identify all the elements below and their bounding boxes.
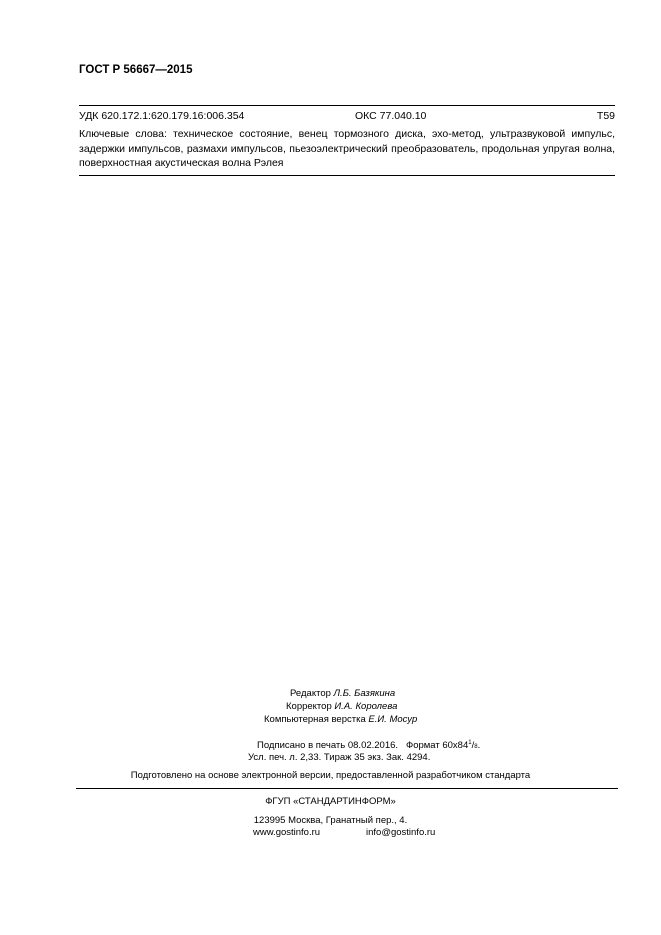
print-format: Формат 60x84 [405, 740, 469, 751]
keywords-paragraph: Ключевые слова: техническое состояние, венец тормозного диска, эхо-метод, ультразвуковой импульс, задержки импульсов, размахи импульсов, пьезоэлектрический преобразователь, продольная упругая волна, поверхностная акустическая волна Рэлея [79, 128, 615, 169]
corrector-line [286, 701, 397, 712]
print-signed-line: Подписано в печать 08.02.2016. Формат $60x84^1/8$. [257, 740, 481, 751]
t-code: Т59 [596, 110, 615, 122]
print-info-line: Усл. печ. л. 2,33. Тираж 35 экз. Зак. 4294. [248, 752, 431, 763]
publisher-name: ФГУП «СТАНДАРТИНФОРМ» [265, 796, 396, 807]
layout-name: Е.И. Мосур [368, 714, 418, 725]
editor-label: Редактор [290, 688, 331, 699]
layout-label: Компьютерная верстка [264, 714, 366, 725]
preparation-note: Подготовлено на основе электронной версии, предоставленной разработчиком стандарта [130, 770, 531, 781]
editor-name: Л.Б. Базякина [333, 688, 396, 699]
publisher-address: 123995 Москва, Гранатный пер., 4. [253, 815, 408, 826]
layout-line [264, 714, 417, 725]
document-code: ГОСТ Р 56667—2015 [79, 64, 193, 76]
keywords-divider [79, 175, 615, 176]
format-numerator: 1 [468, 740, 472, 746]
top-divider [79, 105, 615, 106]
udk-code: УДК 620.172.1:620.179.16:006.354 [79, 110, 245, 122]
format-suffix: . [477, 740, 481, 751]
print-signed: Подписано в печать 08.02.2016. [257, 740, 399, 751]
publisher-email[interactable]: info@gostinfo.ru [366, 827, 436, 838]
format-denominator: 8 [474, 744, 478, 750]
editor-line [290, 688, 395, 699]
corrector-label: Корректор [286, 701, 332, 712]
corrector-name: И.А. Королева [334, 701, 398, 712]
publisher-website[interactable]: www.gostinfo.ru [253, 827, 321, 838]
bottom-divider [76, 788, 618, 789]
oks-code: ОКС 77.040.10 [355, 110, 427, 122]
